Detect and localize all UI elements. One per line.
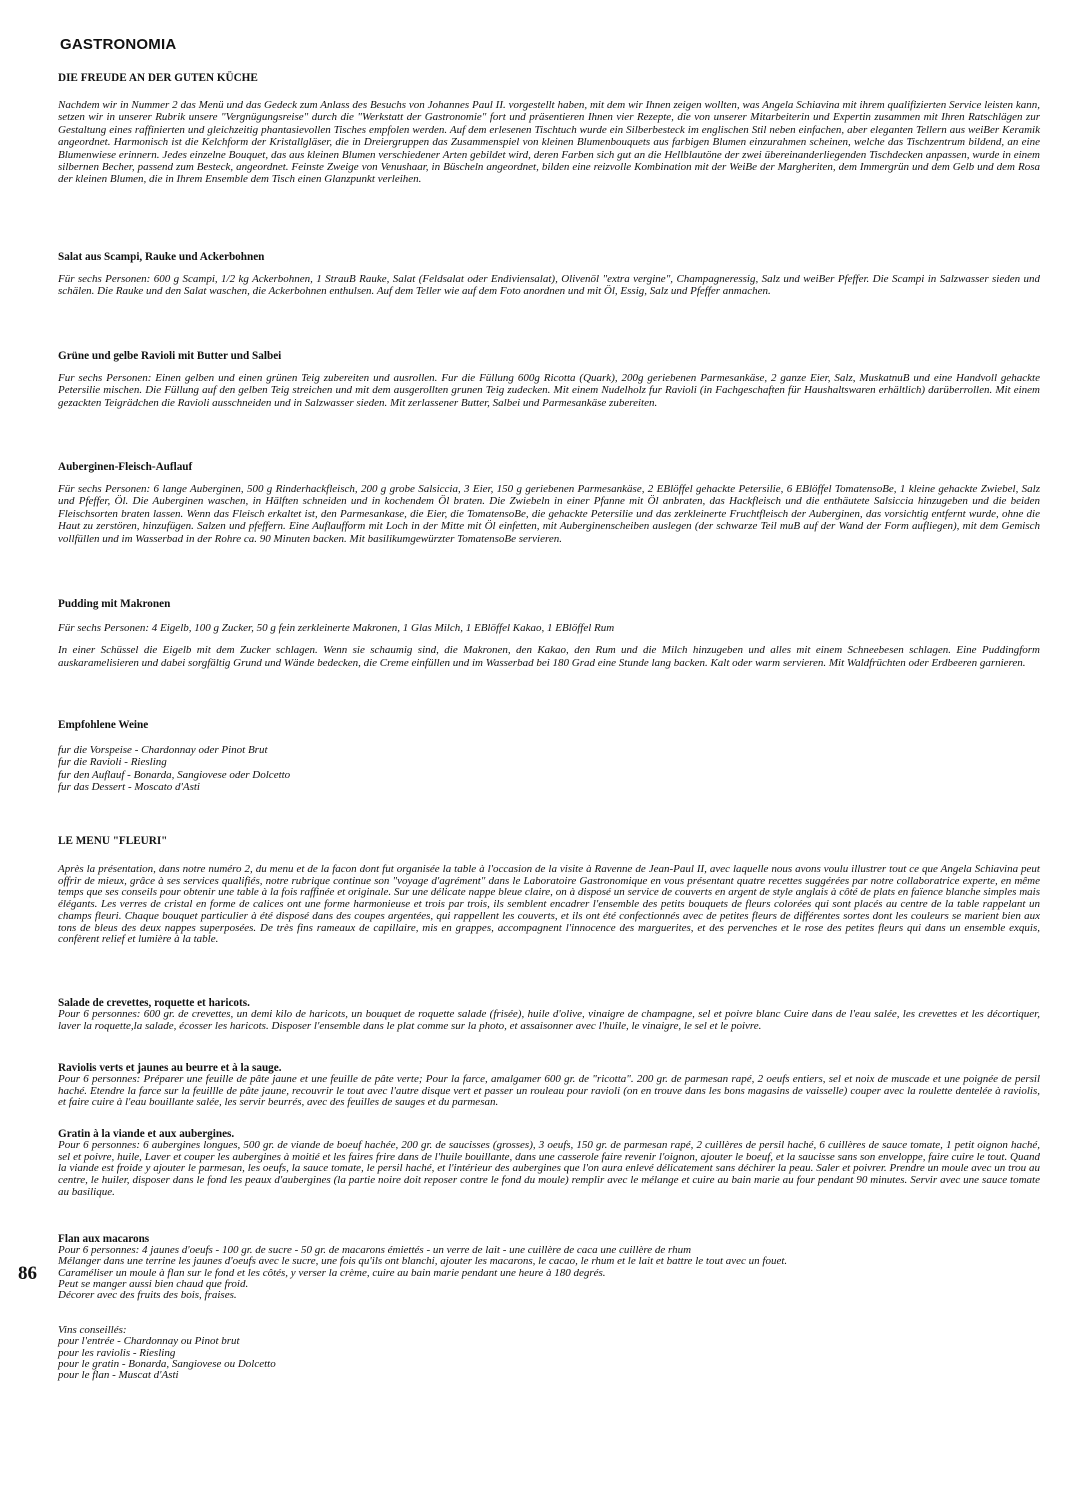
recipe-text: Pour 6 personnes: 600 gr. de crevettes, un demi kilo de haricots, un bouquet de roquette salade (frisée), huile d'olive, vinaigre de champagne, sel et poivre blanc Cuire dans de l'eau salée, les crevettes et les décortiquer, laver la roquette,la salade, écosser les haricots. Disposer l'ensemble dans le plat comme sur la photo, et assaisonner avec l'huile, le vinaigre, le sel et le poivre. — [58, 1008, 1040, 1032]
recipe-text: Für sechs Personen: 600 g Scampi, 1/2 kg Ackerbohnen, 1 StrauB Rauke, Salat (Feldsalat oder Endiviensalat), Olivenöl "extra vergine", Champagneressig, Salz und weiBer Pfeffer. Die Scampi in Salzwasser sieden und schälen. Die Rauke und den Salat waschen, die Ackerbohnen enthulsen. Auf dem Teller wie auf dem Foto anordnen und mit Öl, Essig, Salz und Pfeffer anmachen. — [58, 273, 1040, 298]
recipe-text: In einer Schüssel die Eigelb mit dem Zucker schlagen. Wenn sie schaumig sind, die Makronen, den Kakao, den Rum und die Milch hinzugeben und alles mit einem Schneebesen schlagen. Eine Puddingform auskaramelisieren und dabei sorgfältig Grund und Wände bedecken, die Creme einfüllen und im Wasserbad bei 180 Grad eine Stunde lang backen. Kalt oder warm servieren. Mit Waldfrüchten oder Erdbeeren garnieren. — [58, 644, 1040, 669]
german-wines — [58, 719, 1040, 794]
german-title: DIE FREUDE AN DER GUTEN KÜCHE — [58, 72, 258, 84]
recipe-text: Pour 6 personnes: Préparer une feuille de pâte jaune et une feuille de pâte verte; Pour la farce, amalgamer 600 gr. de "ricotta". 200 gr. de parmesan rapé, 2 oeufs entiers, sel et noix de muscade et une poignée de persil haché. Etendre la farce sur la feuillle de pâte jaune, recouvrir le tout avec l'autre disque vert et passer un rouleau pour ravioli (on en trouve dans les bons magasins de vaisselle) couper avec la roulette dentelée à raviolis, et faire cuire à l'eau bouillante salée, les servir beurrés, avec des feuilles de sauges et du parmesan. — [58, 1073, 1040, 1109]
wines-title: Empfohlene Weine — [58, 719, 149, 731]
french-recipe-salad — [58, 997, 1040, 1032]
recipe-text: Pour 6 personnes: 6 aubergines longues, 500 gr. de viande de boeuf hachée, 200 gr. de saucisses (grosses), 3 oeufs, 150 gr. de parmesan rapé, 2 cuillères de persil haché, 6 cuillères de sauce tomate, 1 petit oignon haché, sel et poivre, huile, Laver et couper les aubergines à moitié et les faires frire dans de l'huile bouillante, dans une casserole faire revenir l'oignon, ajouter le boeuf, et la saucisse sans son enveloppe, faire cuire le tout. Quand la viande est froide y ajouter le parmesan, les oeufs, la sauce tomate, le persil haché, et l'intérieur des aubergines que l'on aura enlevé délicatement sans déchirer la peau. Saler et poivrer. Prendre un moule avec un trou au centre, le huiler, disposer dans le fond les peaux d'aubergines (la partie noire doit reposer contre le fond du moule) remplir avec le mélange et cuire au bain marie au four pendant 90 minutes. Servir avec une sauce tomate au basilique. — [58, 1139, 1040, 1198]
french-recipe-gratin — [58, 1128, 1040, 1199]
french-title-block — [58, 835, 1040, 847]
recipe-line: Peut se manger aussi bien chaud que froid. — [58, 1277, 249, 1290]
recipe-text: Für sechs Personen: 6 lange Auberginen, 500 g Rinderhackfleisch, 200 g grobe Salsiccia, 3 Eier, 150 g geriebenen Parmesankäse, 2 EBlöffel gehackte Petersilie, 6 EBlöffel TomatensoBe, 1 kleine gehackte Zwiebel, Salz und Pfeffer, Öl. Die Auberginen waschen, in Hälften schneiden und in kochendem Öl braten. Die Zwiebeln in einer Pfanne mit Öl anbraten, das Hackfleisch und die enthäutete Salsiccia hinzugeben und die beiden Fleischsorten braten lassen. Wenn das Fleisch erkaltet ist, den Parmesankase, die Eier, die TomatensoBe, die gehackte Petersilie und das zerkleinerte Fruchtfleisch der Auberginen, das vorsichtig entfernt wurde, ohne die Haut zu zerstören, hinzufügen. Salzen und pfeffern. Eine Auflaufform mit Loch in der Mitte mit Öl einfetten, mit Auberginenscheiben auslegen (der schwarze Teil muB auf der Wand der Form aufliegen), mit dem Gemisch vollfüllen und im Wasserbad in der Rohre ca. 90 Minuten backen. Mit basilikumgewürzter TomatensoBe servieren. — [58, 483, 1040, 545]
wine-line: fur die Ravioli - Riesling — [58, 756, 167, 769]
recipe-title: Grüne und gelbe Ravioli mit Butter und Salbei — [58, 350, 282, 362]
german-recipe-salad — [58, 251, 1040, 298]
recipe-title: Raviolis verts et jaunes au beurre et à la sauge. — [58, 1062, 282, 1074]
section-label: GASTRONOMIA — [60, 36, 177, 53]
recipe-title: Pudding mit Makronen — [58, 598, 171, 610]
german-recipe-pudding — [58, 598, 1040, 669]
recipe-title: Salat aus Scampi, Rauke und Ackerbohnen — [58, 251, 265, 263]
recipe-line: Caraméliser un moule à flan sur le fond et les côtés, y verser la crème, cuire au bain marie pendant une heure à 180 degrés. — [58, 1266, 606, 1279]
french-intro: Après la présentation, dans notre numéro 2, du menu et de la facon dont fut organisée la table à l'occasion de la visite à Ravenne de Jean-Paul II, avec laquelle nous avons voulu illustrer tout ce que Angela Schiavina peut offrir de mieux, grâce à ses services qualifiés, notre rubrique continue son "voyage d'agrément" dans le Laboratoire Gastronomique en vous présentant quatre recettes suggérées par notre collaboratrice experte, en même temps que ses conseils pour obtenir une table à la fois raffinée et originale. Sur une délicate nappe bleue claire, on à disposé un service de couverts en argent de style anglais à côté de plats en faïence blanche simples mais élégants. Les verres de cristal en forme de calices ont une forme harmonieuse et trois par trois, ils semblent encadrer l'ensemble des petits bouquets de fleurs colorées qui sont placés au centre de la table rappelant un champs fleuri. Chaque bouquet particulier à été disposé dans des coupes argentées, qui rappellent les couverts, et ils ont été confectionnés avec de petites fleurs de différentes sortes dont les couleurs se marient bien aux tons de bleus des deux nappes superposées. De très fins rameaux de capillaire, mis en grappes, accompagnent l'innocence des marguerites, et des pervenches et le rose des petites fleurs qui dans un ensemble exquis, confèrent relief et lumière à la table. — [58, 863, 1040, 946]
german-recipe-ravioli — [58, 350, 1040, 409]
recipe-title: Salade de crevettes, roquette et haricots. — [58, 997, 250, 1009]
french-recipe-flan — [58, 1233, 1040, 1301]
wine-line: pour les raviolis - Riesling — [58, 1346, 176, 1359]
french-recipe-ravioli — [58, 1062, 1040, 1109]
wine-line: pour le gratin - Bonarda, Sangiovese ou Dolcetto — [58, 1357, 276, 1370]
wine-line: pour le flan - Muscat d'Asti — [58, 1369, 179, 1382]
recipe-text: Fur sechs Personen: Einen gelben und einen grünen Teig zubereiten und ausrollen. Fur die Füllung 600g Ricotta (Quark), 200g geriebenen Parmesankäse, 2 ganze Eier, Salz, MuskatnuB und eine Handvoll gehackte Petersilie mischen. Die Füllung auf den gelben Teig streichen und mit dem ausgerollten grunen Teig zudecken. Mit einem Nudelholz fur Ravioli (in Fachgeschaften für Haushaltswaren erhältlich) darüberrollen. Mit einem gezackten Teigrädchen die Ravioli ausschneiden und in Salzwasser sieden. Mit zerlassener Butter, Salbei und Parmesankäse zubereiten. — [58, 372, 1040, 409]
wines-title: Vins conseillés: — [58, 1324, 127, 1336]
page-number: 86 — [18, 1263, 37, 1284]
french-title: LE MENU "FLEURI" — [58, 835, 168, 847]
recipe-line: Pour 6 personnes: 4 jaunes d'oeufs - 100 gr. de sucre - 50 gr. de macarons émiettés - un verre de lait - une cuillère de caca une cuillère de rhum — [58, 1244, 692, 1256]
german-recipe-gratin — [58, 461, 1040, 545]
french-wines — [58, 1325, 1040, 1381]
wine-line: fur den Auflauf - Bonarda, Sangiovese oder Dolcetto — [58, 768, 291, 781]
german-intro: Nachdem wir in Nummer 2 das Menü und das Gedeck zum Anlass des Besuchs von Johannes Paul II. vorgestellt haben, mit dem wir Ihnen zeigen wollten, was Angela Schiavina mit ihrem qualifizierten Service leisten kann, setzen wir in unserer Rubrik unsere "Vergnügungsreise" durch die "Werkstatt der Gastronomie" fort und präsentieren Ihnen vier Rezepte, die von unserer Mitarbeiterin und Expertin zusammen mit Ihren Ratschlägen zur Gestaltung eines raffinierten und gleichzeitig phantasievollen Tisches empfolen werden. Auf dem erlesenen Tischtuch wurde ein Silberbesteck im englischen Stil neben einfachen, aber eleganten Tellern aus weiBer Keramik angeordnet. Harmonisch ist die Kelchform der Kristallgläser, die in Dreiergruppen das Zusammenspiel von kleinen Blumenbouquets aus farbigen Blumen einzurahmen scheinen, welche das Tischzentrum bildend, an eine Blumenwiese erinnern. Jedes einzelne Bouquet, das aus kleinen Blumen verschiedener Arten gebildet wird, deren Farben sich gut an die Hellblautöne der zwei übereinanderliegenden Tischdecken anpassen, wurde in einem silbernen Becher, passend zum Besteck, angeordnet. Feinste Zweige von Venushaar, in Büscheln angeordnet, bilden eine reizvolle Kombination mit der WeiBe der Margheriten, dem Immergrün und dem Gelb und dem Rosa der kleinen Blumen, die in Ihrem Ensemble dem Tisch einen Glanzpunkt verleihen. — [58, 99, 1040, 186]
recipe-title: Flan aux macarons — [58, 1233, 150, 1245]
recipe-line: Décorer avec des fruits des bois, fraises. — [58, 1289, 237, 1302]
wine-line: fur das Dessert - Moscato d'Asti — [58, 781, 200, 794]
german-intro-block — [58, 99, 1040, 186]
recipe-title: Gratin à la viande et aux aubergines. — [58, 1128, 235, 1140]
wine-line: pour l'entrée - Chardonnay ou Pinot brut — [58, 1335, 240, 1348]
recipe-line: Mélanger dans une terrine les jaunes d'oeufs avec le sucre, une fois qu'ils ont blanchi, ajouter les macarons, le cacao, le rhum et le lait et battre le tout avec un fouet. — [58, 1255, 788, 1268]
german-title-block — [58, 72, 1040, 84]
recipe-ingredients: Für sechs Personen: 4 Eigelb, 100 g Zucker, 50 g fein zerkleinerte Makronen, 1 Glas Milch, 1 EBlöffel Kakao, 1 EBlöffel Rum — [58, 622, 615, 634]
french-intro-block — [58, 864, 1040, 946]
recipe-title: Auberginen-Fleisch-Auflauf — [58, 461, 193, 473]
wine-line: fur die Vorspeise - Chardonnay oder Pinot Brut — [58, 744, 268, 756]
